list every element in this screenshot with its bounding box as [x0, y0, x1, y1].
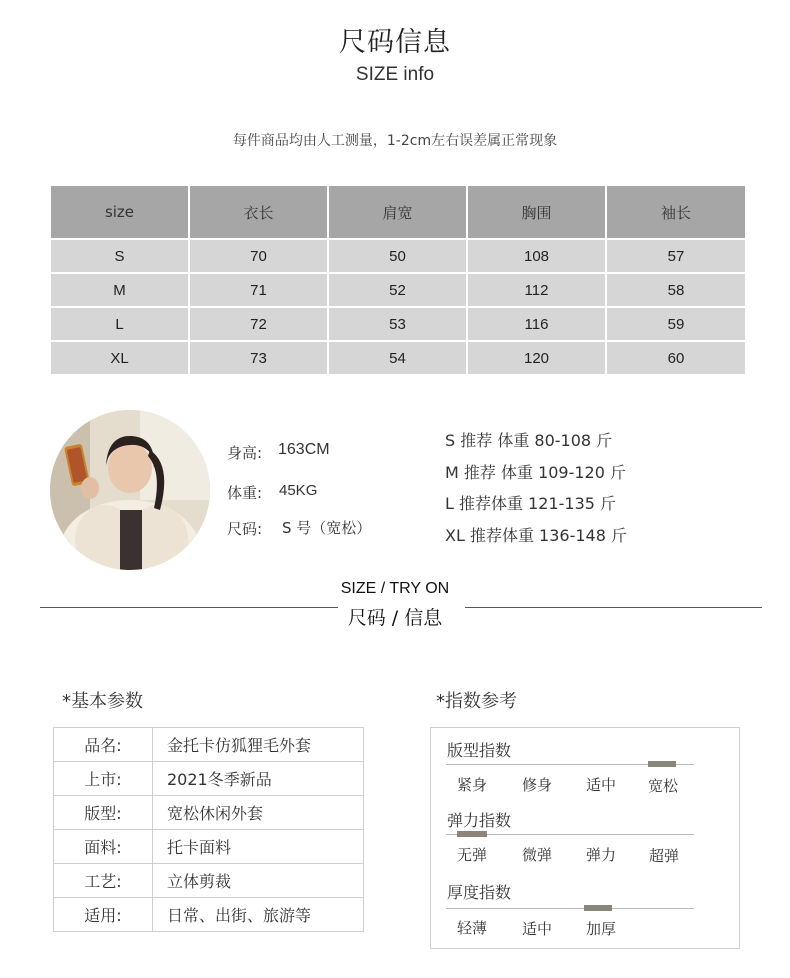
recommendation-l: L 推荐体重 121-135 斤	[445, 494, 617, 513]
param-key: 上市:	[54, 762, 153, 796]
param-key: 版型:	[54, 796, 153, 830]
elasticity-index-label: 弹力指数	[447, 811, 512, 830]
param-value: 2021冬季新品	[153, 762, 364, 796]
fit-option: 适中	[586, 776, 617, 794]
param-value: 立体剪裁	[153, 864, 364, 898]
size-table	[49, 184, 747, 376]
thickness-option: 适中	[522, 920, 553, 938]
thickness-index-marker	[584, 905, 612, 911]
recommendation-xl: XL 推荐体重 136-148 斤	[445, 526, 627, 545]
elasticity-index-marker	[457, 831, 487, 837]
param-key: 品名:	[54, 728, 153, 762]
table-row	[54, 728, 364, 762]
param-key: 适用:	[54, 898, 153, 932]
fit-option: 修身	[522, 776, 553, 794]
param-value: 金托卡仿狐狸毛外套	[153, 728, 364, 762]
cell-sleeve: 60	[607, 342, 745, 374]
param-key: 工艺:	[54, 864, 153, 898]
thickness-option: 加厚	[586, 920, 617, 938]
model-size-value: S 号（宽松）	[282, 519, 372, 537]
cell-chest: 108	[468, 240, 605, 272]
elasticity-option: 无弹	[457, 846, 488, 864]
cell-length: 72	[190, 308, 327, 340]
cell-length: 73	[190, 342, 327, 374]
model-height-label: 身高:	[227, 444, 263, 462]
cell-size: XL	[51, 342, 188, 374]
cell-sleeve: 57	[607, 240, 745, 272]
cell-size: L	[51, 308, 188, 340]
basic-params-table	[53, 727, 364, 932]
cell-shoulder: 50	[329, 240, 466, 272]
cell-size: M	[51, 274, 188, 306]
elasticity-option: 弹力	[586, 846, 617, 864]
table-row	[54, 864, 364, 898]
size-table-header	[51, 186, 745, 238]
model-size-label: 尺码:	[227, 520, 263, 538]
table-row	[51, 342, 745, 374]
table-row	[54, 898, 364, 932]
page-title: 尺码信息	[339, 27, 451, 58]
param-value: 宽松休闲外套	[153, 796, 364, 830]
table-row	[51, 308, 745, 340]
thickness-option: 轻薄	[457, 919, 488, 937]
cell-length: 70	[190, 240, 327, 272]
table-row	[54, 830, 364, 864]
cell-size: S	[51, 240, 188, 272]
cell-shoulder: 52	[329, 274, 466, 306]
cell-length: 71	[190, 274, 327, 306]
header-sleeve: 袖长	[607, 186, 745, 238]
header-chest: 胸围	[468, 186, 605, 238]
page-subtitle: SIZE info	[355, 64, 435, 85]
recommendation-m: M 推荐 体重 109-120 斤	[445, 463, 627, 482]
cell-chest: 116	[468, 308, 605, 340]
fit-option: 宽松	[648, 777, 679, 795]
param-key: 面料:	[54, 830, 153, 864]
fit-index-marker	[648, 761, 676, 767]
thickness-index-line	[446, 908, 694, 909]
model-weight-value: 45KG	[279, 482, 318, 499]
index-ref-title: *指数参考	[436, 691, 517, 712]
model-photo	[50, 410, 210, 570]
table-row	[51, 274, 745, 306]
param-value: 托卡面料	[153, 830, 364, 864]
basic-params-title: *基本参数	[62, 691, 143, 712]
cell-shoulder: 54	[329, 342, 466, 374]
elasticity-option: 微弹	[522, 846, 553, 864]
model-weight-label: 体重:	[227, 484, 263, 502]
model-height-value: 163CM	[278, 441, 330, 458]
elasticity-option: 超弹	[649, 847, 680, 865]
cell-sleeve: 58	[607, 274, 745, 306]
try-on-title-en: SIZE / TRY ON	[340, 580, 450, 597]
fit-option: 紧身	[457, 776, 488, 794]
param-value: 日常、出街、旅游等	[153, 898, 364, 932]
cell-sleeve: 59	[607, 308, 745, 340]
cell-shoulder: 53	[329, 308, 466, 340]
table-row	[54, 796, 364, 830]
cell-chest: 112	[468, 274, 605, 306]
try-on-title-cn: 尺码 / 信息	[347, 607, 443, 629]
model-photo-illustration	[50, 410, 210, 570]
recommendation-s: S 推荐 体重 80-108 斤	[445, 431, 613, 450]
table-row	[51, 240, 745, 272]
cell-chest: 120	[468, 342, 605, 374]
fit-index-label: 版型指数	[447, 741, 512, 760]
header-shoulder: 肩宽	[329, 186, 466, 238]
thickness-index-label: 厚度指数	[447, 883, 512, 902]
header-size: size	[51, 186, 188, 238]
header-length: 衣长	[190, 186, 327, 238]
table-row	[54, 762, 364, 796]
measurement-note: 每件商品均由人工测量，1-2cm左右误差属正常现象	[232, 133, 558, 149]
